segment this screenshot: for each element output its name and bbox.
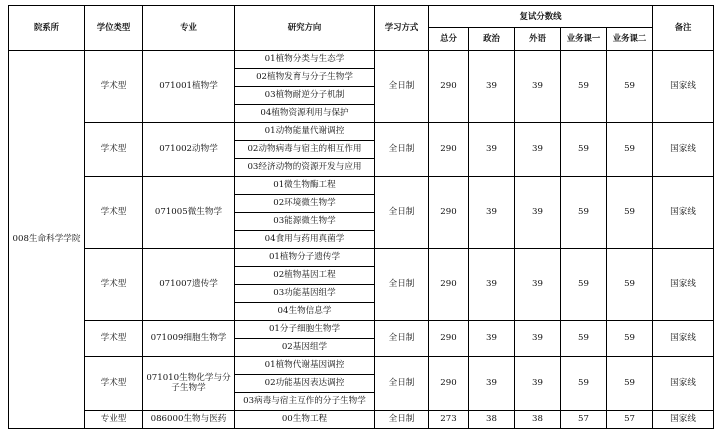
degree-type-cell: 学术型	[85, 51, 143, 123]
foreign-lang-score-cell: 39	[515, 123, 561, 177]
major-cell: 071010生物化学与分子生物学	[143, 357, 235, 411]
degree-type-cell: 学术型	[85, 357, 143, 411]
direction-cell: 04植物资源利用与保护	[235, 105, 375, 123]
total-score-cell: 290	[429, 249, 469, 321]
foreign-lang-score-cell: 39	[515, 357, 561, 411]
header-degree-type: 学位类型	[85, 6, 143, 51]
study-mode-cell: 全日制	[375, 177, 429, 249]
table-row	[9, 51, 714, 69]
header-retest-line: 复试分数线	[429, 6, 653, 28]
major-cell: 071007遗传学	[143, 249, 235, 321]
study-mode-cell: 全日制	[375, 249, 429, 321]
politics-score-cell: 39	[469, 177, 515, 249]
politics-score-cell: 39	[469, 51, 515, 123]
study-mode-cell: 全日制	[375, 51, 429, 123]
direction-cell: 03能源微生物学	[235, 213, 375, 231]
table-row	[9, 249, 714, 267]
foreign-lang-score-cell: 39	[515, 51, 561, 123]
direction-cell: 02植物基因工程	[235, 267, 375, 285]
direction-cell: 02功能基因表达调控	[235, 375, 375, 393]
direction-cell: 01植物分子遗传学	[235, 249, 375, 267]
remark-cell: 国家线	[653, 411, 714, 429]
foreign-lang-score-cell: 39	[515, 177, 561, 249]
direction-cell: 02植物发育与分子生物学	[235, 69, 375, 87]
course2-score-cell: 57	[607, 411, 653, 429]
remark-cell: 国家线	[653, 321, 714, 357]
course1-score-cell: 59	[561, 357, 607, 411]
remark-cell: 国家线	[653, 357, 714, 411]
remark-cell: 国家线	[653, 249, 714, 321]
foreign-lang-score-cell: 38	[515, 411, 561, 429]
direction-cell: 01分子细胞生物学	[235, 321, 375, 339]
direction-cell: 01微生物酶工程	[235, 177, 375, 195]
course2-score-cell: 59	[607, 321, 653, 357]
header-total: 总分	[429, 28, 469, 51]
course1-score-cell: 59	[561, 51, 607, 123]
direction-cell: 03经济动物的资源开发与应用	[235, 159, 375, 177]
course1-score-cell: 59	[561, 249, 607, 321]
table-row	[9, 177, 714, 195]
direction-cell: 00生物工程	[235, 411, 375, 429]
course2-score-cell: 59	[607, 177, 653, 249]
course1-score-cell: 59	[561, 321, 607, 357]
course1-score-cell: 59	[561, 177, 607, 249]
course2-score-cell: 59	[607, 249, 653, 321]
major-cell: 071001植物学	[143, 51, 235, 123]
study-mode-cell: 全日制	[375, 411, 429, 429]
header-direction: 研究方向	[235, 6, 375, 51]
degree-type-cell: 学术型	[85, 321, 143, 357]
table-body	[9, 51, 714, 429]
course1-score-cell: 59	[561, 123, 607, 177]
table-row	[9, 123, 714, 141]
table-row	[9, 411, 714, 429]
direction-cell: 04生物信息学	[235, 303, 375, 321]
direction-cell: 02动物病毒与宿主的相互作用	[235, 141, 375, 159]
direction-cell: 02基因组学	[235, 339, 375, 357]
remark-cell: 国家线	[653, 51, 714, 123]
politics-score-cell: 39	[469, 357, 515, 411]
direction-cell: 01动物能量代谢调控	[235, 123, 375, 141]
header-course1: 业务课一	[561, 28, 607, 51]
header-college: 院系所	[9, 6, 85, 51]
major-cell: 071009细胞生物学	[143, 321, 235, 357]
header-course2: 业务课二	[607, 28, 653, 51]
study-mode-cell: 全日制	[375, 321, 429, 357]
total-score-cell: 290	[429, 123, 469, 177]
degree-type-cell: 专业型	[85, 411, 143, 429]
politics-score-cell: 39	[469, 249, 515, 321]
direction-cell: 03植物耐逆分子机制	[235, 87, 375, 105]
header-foreign-lang: 外语	[515, 28, 561, 51]
course1-score-cell: 57	[561, 411, 607, 429]
degree-type-cell: 学术型	[85, 249, 143, 321]
total-score-cell: 290	[429, 321, 469, 357]
remark-cell: 国家线	[653, 177, 714, 249]
foreign-lang-score-cell: 39	[515, 321, 561, 357]
politics-score-cell: 38	[469, 411, 515, 429]
direction-cell: 03病毒与宿主互作的分子生物学	[235, 393, 375, 411]
total-score-cell: 273	[429, 411, 469, 429]
direction-cell: 04食用与药用真菌学	[235, 231, 375, 249]
direction-cell: 01植物分类与生态学	[235, 51, 375, 69]
total-score-cell: 290	[429, 357, 469, 411]
total-score-cell: 290	[429, 51, 469, 123]
major-cell: 086000生物与医药	[143, 411, 235, 429]
course2-score-cell: 59	[607, 357, 653, 411]
header-remark: 备注	[653, 6, 714, 51]
direction-cell: 01植物代谢基因调控	[235, 357, 375, 375]
header-study-mode: 学习方式	[375, 6, 429, 51]
study-mode-cell: 全日制	[375, 123, 429, 177]
direction-cell: 02环境微生物学	[235, 195, 375, 213]
retest-score-table	[8, 5, 714, 429]
study-mode-cell: 全日制	[375, 357, 429, 411]
course2-score-cell: 59	[607, 123, 653, 177]
major-cell: 071005微生物学	[143, 177, 235, 249]
remark-cell: 国家线	[653, 123, 714, 177]
table-row	[9, 357, 714, 375]
politics-score-cell: 39	[469, 123, 515, 177]
header-politics: 政治	[469, 28, 515, 51]
college-cell: 008生命科学学院	[9, 51, 85, 429]
header-major: 专业	[143, 6, 235, 51]
table-row	[9, 321, 714, 339]
degree-type-cell: 学术型	[85, 123, 143, 177]
total-score-cell: 290	[429, 177, 469, 249]
degree-type-cell: 学术型	[85, 177, 143, 249]
direction-cell: 03功能基因组学	[235, 285, 375, 303]
course2-score-cell: 59	[607, 51, 653, 123]
politics-score-cell: 39	[469, 321, 515, 357]
major-cell: 071002动物学	[143, 123, 235, 177]
foreign-lang-score-cell: 39	[515, 249, 561, 321]
